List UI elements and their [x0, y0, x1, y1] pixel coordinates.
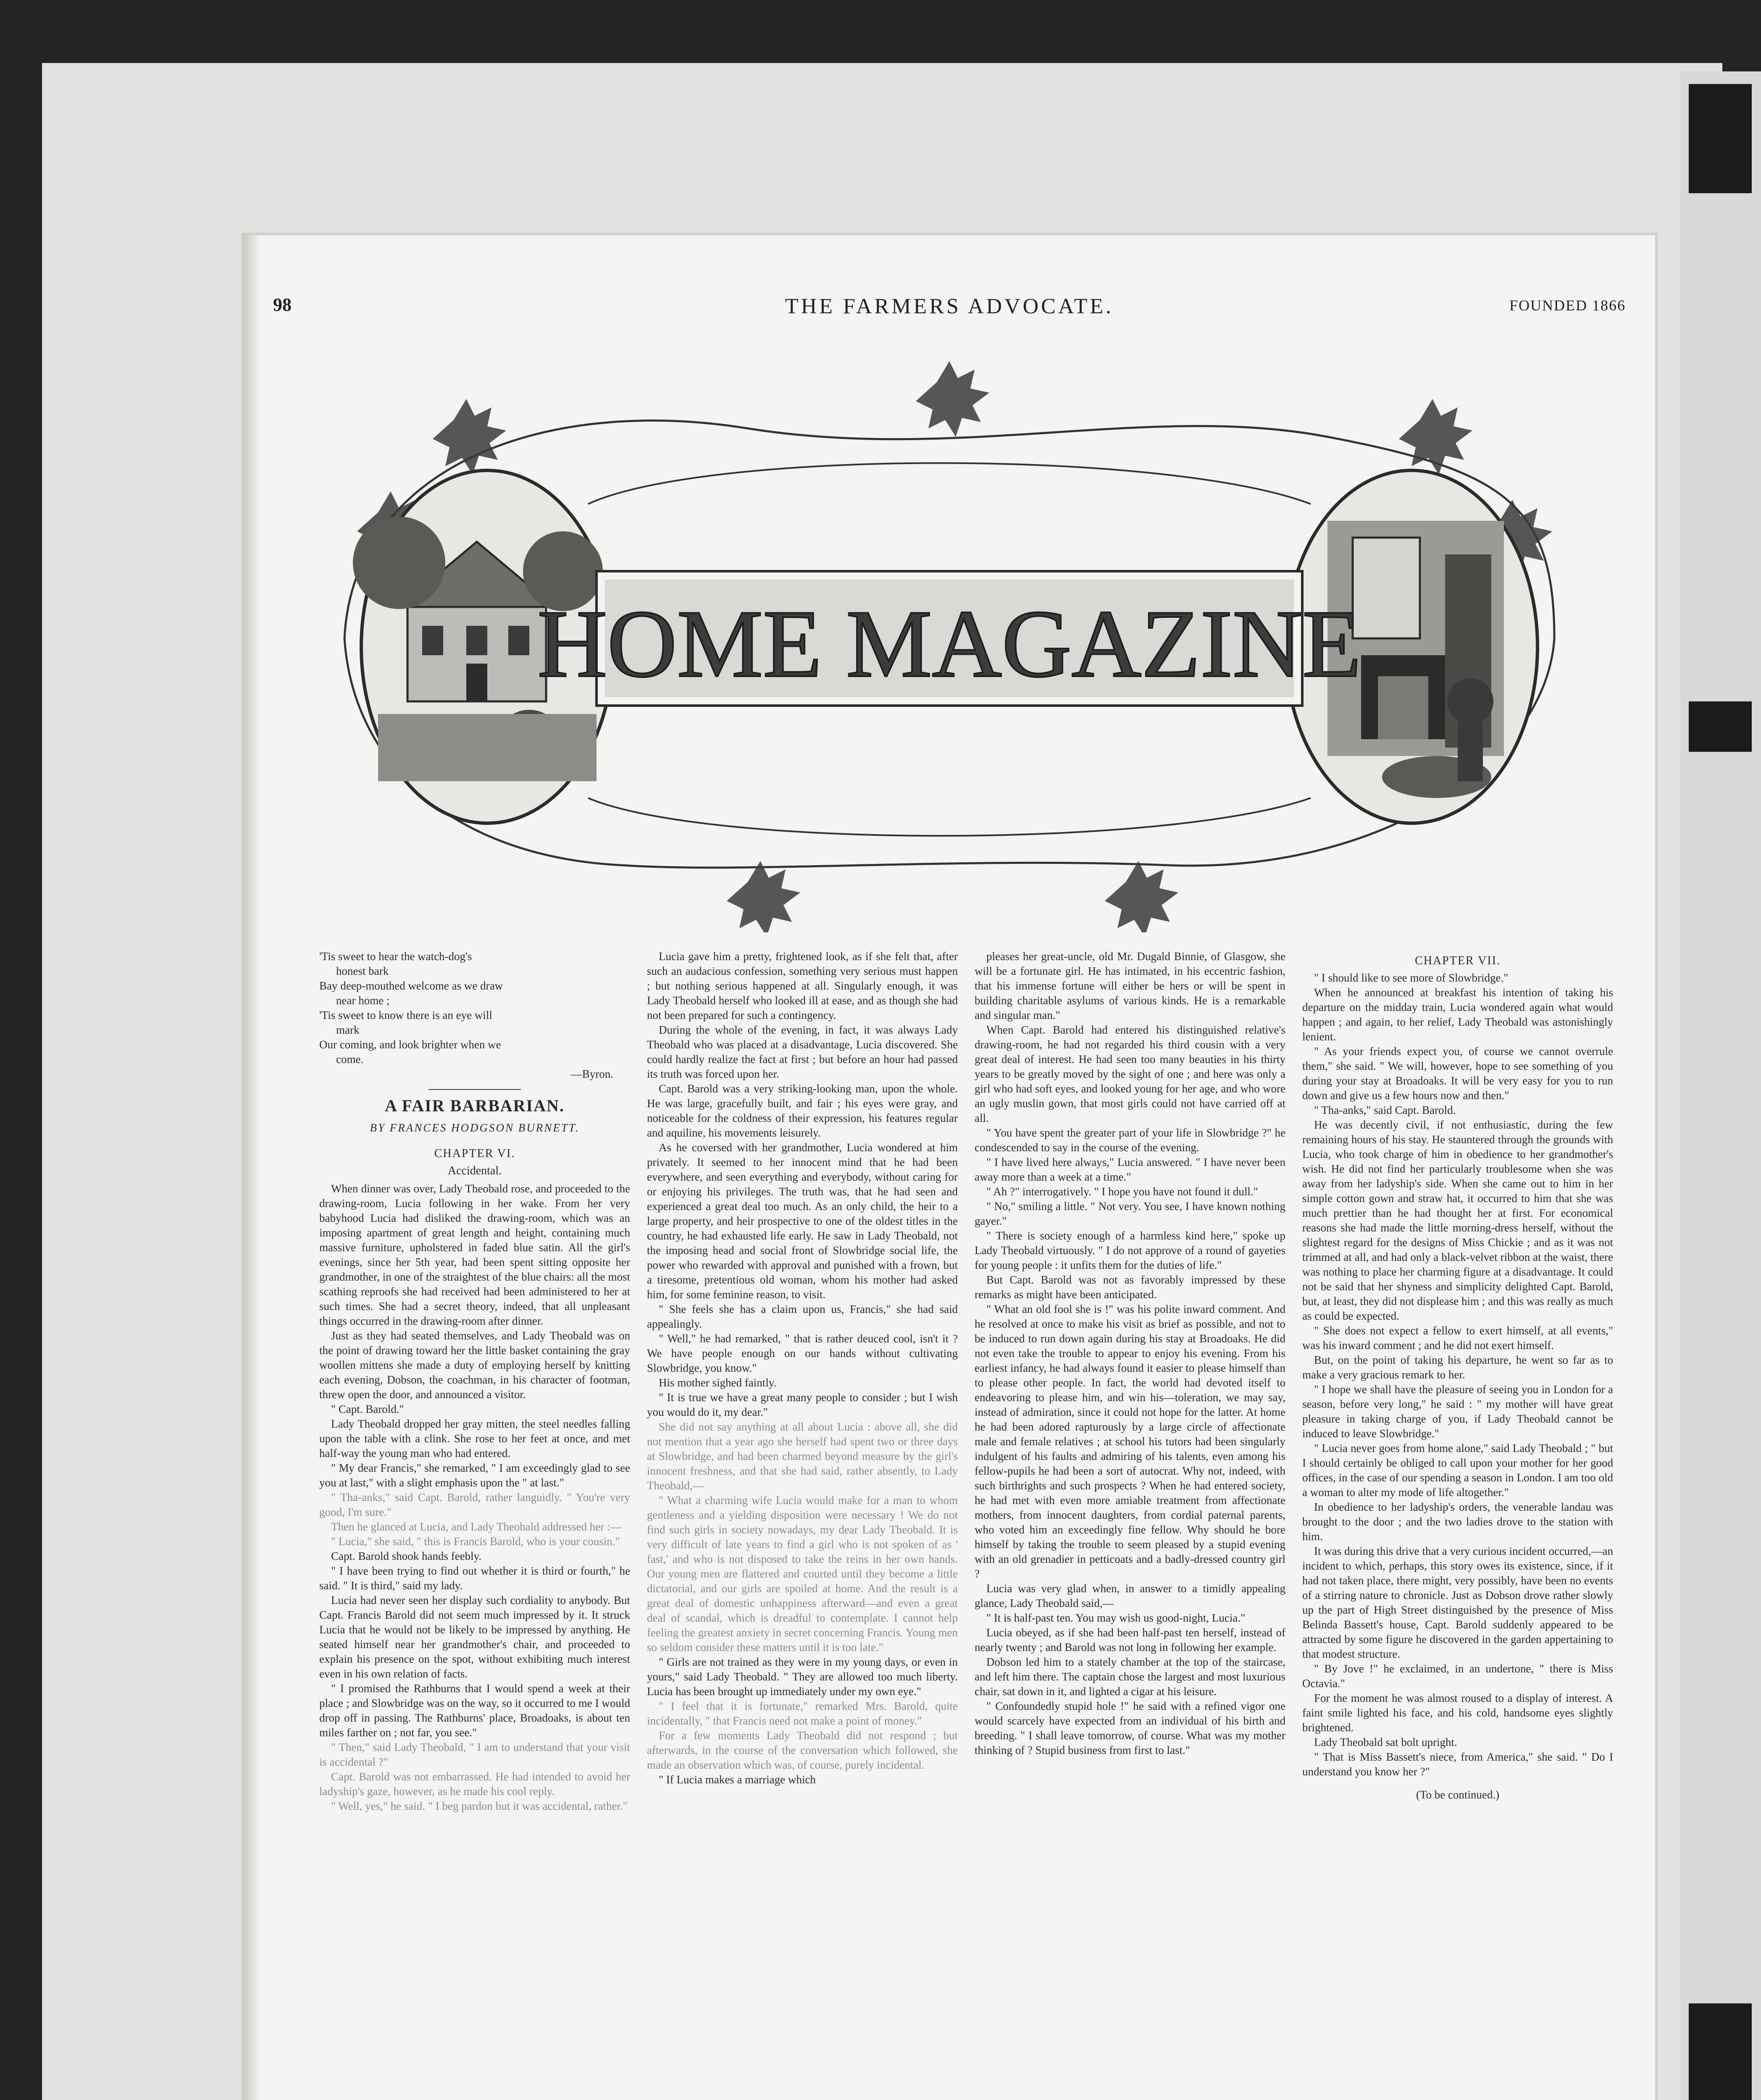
- poem-line: mark: [336, 1024, 360, 1036]
- paragraph: " Lucia," she said, " this is Francis Barold, who is your cousin.": [331, 1535, 620, 1548]
- paragraph: " It is true we have a great many people to consider ; but I wish you would do it, my dear.": [647, 1391, 958, 1418]
- paragraph: As he coversed with her grandmother, Lucia wondered at him privately. It seemed to her innocent mind that he had been everywhere, and seen everything and everybody, without caring for or enjoying his privileges. The truth was, that he had seen and experienced a great deal too much. As an only child, the heir to a large property, and heir prospective to one of the oldest titles in the country, he had exhausted life early. He saw in Lady Theobald, not the imposing head and social front of Slowbridge social life, the power who rewarded with approval and punished with a frown, but a tiresome, pretentious old woman, whom his mother had asked him, for some feminine reason, to visit.: [647, 1141, 958, 1301]
- paragraph: " What a charming wife Lucia would make for a man to whom gentleness and a yielding disposition were necessary ! We do not find such girls in society nowadays, my dear Lady Theobald. It is very difficult of late years to find a girl who is not spoken of as ' fast,' and who is not disposed to take the reins in her own hands. Our young men are flattered and courted until they become a little dictatorial, and our girls are spoiled at home. And the result is a great deal of domestic unhappiness afterward—and even a great deal of scandal, which is dreadful to contemplate. I cannot help feeling the greatest anxiety in secret concerning Francis. Young men so seldom consider these matters until it is too late.": [647, 1494, 958, 1654]
- paragraph: " Well," he had remarked, " that is rather deuced cool, isn't it ? We have people enough on our hands without cultivating Slowbridge, you know.": [647, 1332, 958, 1374]
- paragraph: When he announced at breakfast his intention of taking his departure on the midday train, Lucia wondered again what would happen ; and again, to her relief, Lady Theobald was astonishingly lenient.: [1302, 986, 1613, 1043]
- poem-line: 'Tis sweet to hear the watch-dog's: [319, 950, 472, 963]
- paragraph: Just as they had seated themselves, and Lady Theobald was on the point of drawing toward her the little basket containing the gray woollen mittens she made a duty of employing herself by knitting each evening, Dobson, the coachman, in his character of footman, threw open the door, and announced a visitor.: [319, 1329, 630, 1401]
- paragraph: " She feels she has a claim upon us, Francis," she had said appealingly.: [647, 1303, 958, 1330]
- adjacent-page-edge: [1680, 71, 1761, 2100]
- poem-line: come.: [336, 1053, 364, 1066]
- column-2: [647, 949, 958, 2100]
- story-title: A FAIR BARBARIAN.: [385, 1096, 565, 1115]
- paragraph: " You have spent the greater part of your life in Slowbridge ?" he condescended to say in the course of the evening.: [975, 1126, 1285, 1154]
- newspaper-title: THE FARMERS ADVOCATE.: [785, 294, 1114, 318]
- continued-note: (To be continued.): [1416, 1788, 1500, 1801]
- paragraph: She did not say anything at all about Lucia : above all, she did not mention that a year ago she herself had spent two or three days at Slowbridge, and had been charmed beyond measure by the girl's innocent freshness, and that she had said, rather absently, to Lady Theobald,—: [647, 1420, 958, 1492]
- paragraph: " I have been trying to find out whether it is third or fourth," he said. " It is third," said my lady.: [319, 1564, 630, 1592]
- founded-label: FOUNDED 1866: [1509, 297, 1626, 314]
- paragraph: " Ah ?" interrogatively. " I hope you have not found it dull.": [986, 1185, 1258, 1198]
- poem-line: near home ;: [336, 994, 390, 1007]
- paragraph: For a few moments Lady Theobald did not respond ; but afterwards, in the course of the conversation which followed, she made an observation which was, of course, purely incidental.: [647, 1729, 958, 1771]
- paragraph: But Capt. Barold was not as favorably impressed by these remarks as might have been anticipated.: [975, 1273, 1285, 1301]
- poem-line: 'Tis sweet to know there is an eye will: [319, 1009, 492, 1021]
- page-header: [244, 235, 1655, 318]
- chapter-subtitle: Accidental.: [447, 1164, 502, 1177]
- paragraph: " It is half-past ten. You may wish us good-night, Lucia.": [986, 1612, 1245, 1624]
- paragraph: " Tha-anks," said Capt. Barold, rather languidly. " You're very good, I'm sure.": [319, 1491, 630, 1518]
- paragraph: " If Lucia makes a marriage which: [659, 1773, 816, 1786]
- banner-title: HOME MAGAZINE: [537, 590, 1361, 697]
- paragraph: " As your friends expect you, of course we cannot overrule them," she said. " We will, however, hope to see something of you during your stay at Broadoaks. It will be very easy for you to run down and give us a few hours now and then.": [1302, 1045, 1613, 1102]
- chapter-heading: CHAPTER VI.: [434, 1147, 515, 1160]
- poem-line: Our coming, and look brighter when we: [319, 1038, 501, 1051]
- paragraph: Lady Theobald sat bolt upright.: [1314, 1736, 1457, 1748]
- paragraph: " I hope we shall have the pleasure of seeing you in London for a season, before very long," he said : " my mother will have great pleasure in taking charge of you, if Lady Theobald cannot be induced to leave Slowbridge.": [1302, 1383, 1613, 1440]
- paragraph: Lucia had never seen her display such cordiality to anybody. But Capt. Francis Barold did not seem much impressed by it. It struck Lucia that he would not be likely to be impressed by anything. He seated himself near her grandmother's chair, and proceeded to explain his presence on the spot, without exhibiting much interest even in his own relation of facts.: [319, 1594, 630, 1680]
- paragraph: " No," smiling a little. " Not very. You see, I have known nothing gayer.": [975, 1200, 1285, 1227]
- newspaper-page: [244, 235, 1655, 2100]
- paragraph: " She does not expect a fellow to exert himself, at all events," was his inward comment ; and he did not exert himself.: [1302, 1324, 1613, 1352]
- paragraph: " There is society enough of a harmless kind here," spoke up Lady Theobald virtuously. " I do not approve of a round of gayeties for young people : it unfits them for the duties of life.": [975, 1229, 1285, 1271]
- paragraph: " Lucia never goes from home alone," said Lady Theobald ; " but I should certainly be obliged to call upon your mother for her good offices, in the case of our spending a season in London. I am too old a woman to alter my mode of life altogether.": [1302, 1442, 1613, 1499]
- paragraph: " Girls are not trained as they were in my young days, or even in yours," said Lady Theobald. " They are allowed too much liberty. Lucia has been brought up immediately under my own eye.": [647, 1656, 958, 1698]
- paragraph: Dobson led him to a stately chamber at the top of the staircase, and left him there. The captain chose the largest and most luxurious chair, sat down in it, and lighted a cigar at his leisure.: [975, 1656, 1285, 1698]
- poem-attribution: —Byron.: [570, 1068, 613, 1080]
- paragraph: When dinner was over, Lady Theobald rose, and proceeded to the drawing-room, Lucia following in her wake. From her very babyhood Lucia had disliked the drawing-room, which was an imposing apartment of great length and height, containing much massive furniture, upholstered in faded blue satin. All the girl's evenings, since her 5th year, had been spent sitting opposite her grandmother, in one of the straightest of the blue chairs: all the most scathing reproofs she had received had been administered to her at such times. She had a secret theory, indeed, that all unpleasant things occurred in the drawing-room after dinner.: [319, 1182, 630, 1327]
- paragraph: His mother sighed faintly.: [659, 1376, 777, 1389]
- paragraph: pleases her great-uncle, old Mr. Dugald Binnie, of Glasgow, she will be a fortunate girl. He has intimated, in his eccentric fashion, that his immense fortune will either be hers or will be spent in building charitable asylums of various kinds. He is a remarkable and singular man.": [975, 950, 1285, 1021]
- chapter-heading: CHAPTER VII.: [1415, 954, 1501, 967]
- paragraph: Lucia obeyed, as if she had been half-past ten herself, instead of nearly twenty ; and Barold was not long in following her example.: [975, 1626, 1285, 1654]
- paragraph: " Capt. Barold.": [331, 1403, 404, 1415]
- divider: [428, 1089, 521, 1090]
- column-1: [319, 949, 630, 2100]
- poem-line: honest bark: [336, 965, 389, 977]
- binding-shadow: [244, 235, 260, 2100]
- column-3: [975, 949, 1285, 2100]
- paragraph: " Well, yes," he said. " I beg pardon but it was accidental, rather.": [331, 1800, 628, 1812]
- paragraph: For the moment he was almost roused to a display of interest. A faint smile lighted his face, and his cold, handsome eyes slightly brightened.: [1302, 1692, 1613, 1734]
- paragraph: Lucia was very glad when, in answer to a timidly appealing glance, Lady Theobald said,—: [975, 1582, 1285, 1609]
- paragraph: Capt. Barold shook hands feebly.: [331, 1550, 482, 1562]
- paragraph: But, on the point of taking his departure, he went so far as to make a very gracious remark to her.: [1302, 1354, 1613, 1381]
- opening-poem: [319, 949, 630, 1082]
- paragraph: Lady Theobald dropped her gray mitten, the steel needles falling upon the table with a clink. She rose to her feet at once, and met half-way the young man who had entered.: [319, 1418, 630, 1460]
- paragraph: Lucia gave him a pretty, frightened look, as if she felt that, after such an audacious confession, something very serious must happen ; but nothing serious happened at all. Singularly enough, it was Lady Theobald herself who looked ill at ease, and as though she had not been prepared for such a contingency.: [647, 950, 958, 1021]
- paragraph: " Confoundedly stupid hole !" he said with a refined vigor one would scarcely have expected from an individual of his birth and breeding. " I shall leave tomorrow, of course. What was my mother thinking of ? Stupid business from first to last.": [975, 1700, 1285, 1756]
- page-number: 98: [273, 294, 292, 315]
- paragraph: During the whole of the evening, in fact, it was always Lady Theobald who was placed at a disadvantage, Lucia discovered. She could hardly realize the fact at first ; but before an hour had passed its truth was forced upon her.: [647, 1024, 958, 1080]
- paragraph: When Capt. Barold had entered his distinguished relative's drawing-room, he had not regarded his third cousin with a very great deal of interest. He had seen too many beauties in his thirty years to be greatly moved by the sight of one ; and here was only a girl who had soft eyes, and looked young for her age, and who wore an ugly muslin gown, that most girls could not have carried off at all.: [975, 1024, 1285, 1124]
- paragraph: " Tha-anks," said Capt. Barold.: [1314, 1104, 1456, 1116]
- paragraph: In obedience to her ladyship's orders, the venerable landau was brought to the door ; and the two ladies drove to the station with him.: [1302, 1501, 1613, 1543]
- paragraph: " Then," said Lady Theobald, " I am to understand that your visit is accidental ?": [319, 1741, 630, 1768]
- home-magazine-banner: [328, 344, 1571, 932]
- paragraph: " I have lived here always," Lucia answered. " I have never been away more than a week at a time.": [975, 1156, 1285, 1183]
- poem-line: Bay deep-mouthed welcome as we draw: [319, 979, 503, 992]
- paragraph: " What an old fool she is !" was his polite inward comment. And he resolved at once to make his visit as brief as possible, and not to be induced to run down again during his stay at Broadoaks. He did not even take the trouble to appear to enjoy his evening. From his earliest infancy, he had always found it easier to please himself than to please other people. In fact, the world had devoted itself to endeavoring to please him, and win his—toleration, we may say, instead of admiration, since it could not hope for the latter. At home he had been adored rapturously by a large circle of affectionate male and female relatives ; at school his tutors had been singularly indulgent of his faults and admiring of his talents, even among his fellow-pupils he had been a sort of autocrat. Why not, indeed, with such birthrights and such prospects ? When he had entered society, he had met with even more amiable treatment from affectionate mothers, from innocent daughters, from cordial paternal parents, who voted him an exceedingly fine fellow. Why should he bore himself by taking the trouble to seem pleased by a stupid evening with an old grenadier in petticoats and a badly-dressed country girl ?: [975, 1303, 1285, 1580]
- paragraph: " By Jove !" he exclaimed, in an undertone, " there is Miss Octavia.": [1302, 1662, 1613, 1690]
- column-4: [1302, 949, 1613, 2100]
- paragraph: Capt. Barold was a very striking-looking man, upon the whole. He was large, gracefully built, and fair ; his eyes were gray, and noticeable for the coldness of their expression, his features regular and aquiline, his movements leisurely.: [647, 1082, 958, 1139]
- paragraph: He was decently civil, if not enthusiastic, during the few remaining hours of his stay. He stauntered through the grounds with Lucia, who took charge of him in obedience to her grandmother's wish. He did not find her particularly troublesome when she was away from her ladyship's side. When she came out to him in her simple cotton gown and straw hat, it occurred to him that she was much prettier than he had thought her at first. For economical reasons she had made the little morning-dress herself, without the slightest regard for the designs of Miss Chickie ; and as it was not trimmed at all, and had only a black-velvet ribbon at the waist, there was nothing to place her charming figure at a disadvantage. It could not be said that her shyness and simplicity delighted Capt. Barold, but, at least, they did not displease him ; and this was really as much as could be expected.: [1302, 1118, 1613, 1322]
- paragraph: " I should like to see more of Slowbridge.": [1314, 971, 1509, 984]
- paragraph: " That is Miss Bassett's niece, from America," she said. " Do I understand you know her ?": [1302, 1751, 1613, 1778]
- paragraph: Then he glanced at Lucia, and Lady Theobald addressed her :—: [331, 1520, 622, 1533]
- paragraph: " I promised the Rathburns that I would spend a week at their place ; and Slowbridge was on the way, so it occurred to me I would drop off in passing. The Rathburns' place, Broadoaks, is about ten miles farther on ; not far, you see.": [319, 1682, 630, 1739]
- paragraph: " My dear Francis," she remarked, " I am exceedingly glad to see you at last," with a slight emphasis upon the " at last.": [319, 1462, 630, 1489]
- paragraph: It was during this drive that a very curious incident occurred,—an incident to which, perhaps, this story owes its existence, since, if it had not taken place, there might, very possibly, have been no events of a stirring nature to chronicle. Just as Dobson drove rather slowly up the part of High Street distinguished by the presence of Miss Belinda Bassett's house, Capt. Barold suddenly appeared to be attracted by some figure he discovered in the garden appertaining to that modest structure.: [1302, 1545, 1613, 1660]
- story-author: BY FRANCES HODGSON BURNETT.: [370, 1121, 580, 1134]
- paragraph: " I feel that it is fortunate," remarked Mrs. Barold, quite incidentally, " that Francis need not make a point of money.": [647, 1700, 958, 1727]
- paragraph: Capt. Barold was not embarrassed. He had intended to avoid her ladyship's gaze, however, as he made his cool reply.: [319, 1770, 630, 1798]
